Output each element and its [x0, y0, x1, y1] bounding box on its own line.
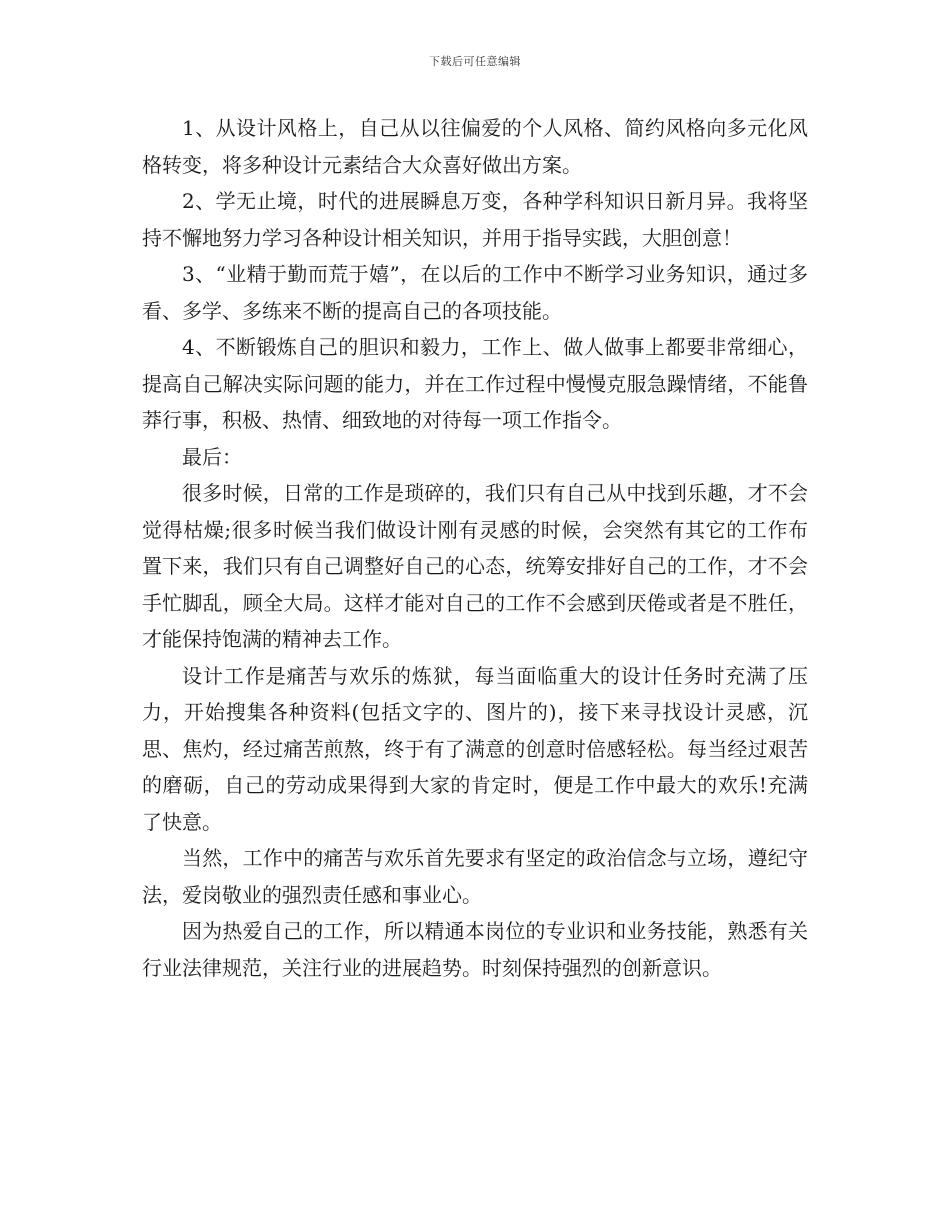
page-header: 下载后可任意编辑	[429, 55, 521, 68]
document-body	[142, 110, 808, 986]
paragraph-design-style: 1、从设计风格上，自己从以往偏爱的个人风格、简约风格向多元化风格转变，将多种设计元素结合大众喜好做出方案。	[142, 116, 808, 177]
paragraph-diligence: 3、“业精于勤而荒于嬉”，在以后的工作中不断学习业务知识，通过多看、多学、多练来不断的提高自己的各项技能。	[142, 262, 808, 323]
paragraph-design-work: 设计工作是痛苦与欢乐的炼狱，每当面临重大的设计任务时充满了压力，开始搜集各种资料(包括文字的、图片的)，接下来寻找设计灵感，沉思、焦灼，经过痛苦煎熬，终于有了满意的创意时倍感轻松。每当经过艰苦的磨砺，自己的劳动成果得到大家的肯定时，便是工作中最大的欢乐!充满了快意。	[142, 663, 808, 834]
paragraph-political-belief: 当然，工作中的痛苦与欢乐首先要求有坚定的政治信念与立场，遵纪守法，爱岗敬业的强烈责任感和事业心。	[142, 846, 808, 907]
paragraph-continuous-learning: 2、学无止境，时代的进展瞬息万变，各种学科知识日新月异。我将坚持不懈地努力学习各种设计相关知识，并用于指导实践，大胆创意！	[142, 189, 808, 250]
paragraph-professional-skill: 因为热爱自己的工作，所以精通本岗位的专业识和业务技能，熟悉有关行业法律规范，关注行业的进展趋势。时刻保持强烈的创新意识。	[142, 919, 808, 980]
paragraph-daily-work: 很多时候，日常的工作是琐碎的，我们只有自己从中找到乐趣，才不会觉得枯燥;很多时候当我们做设计刚有灵感的时候，会突然有其它的工作布置下来，我们只有自己调整好自己的心态，统筹安排好自己的工作，才不会手忙脚乱，顾全大局。这样才能对自己的工作不会感到厌倦或者是不胜任，才能保持饱满的精神去工作。	[142, 481, 808, 651]
paragraph-finally-heading: 最后：	[182, 444, 242, 469]
paragraph-self-improvement: 4、不断锻炼自己的胆识和毅力，工作上、做人做事上都要非常细心，提高自己解决实际问题的能力，并在工作过程中慢慢克服急躁情绪，不能鲁莽行事，积极、热情、细致地的对待每一项工作指令。	[142, 335, 808, 432]
